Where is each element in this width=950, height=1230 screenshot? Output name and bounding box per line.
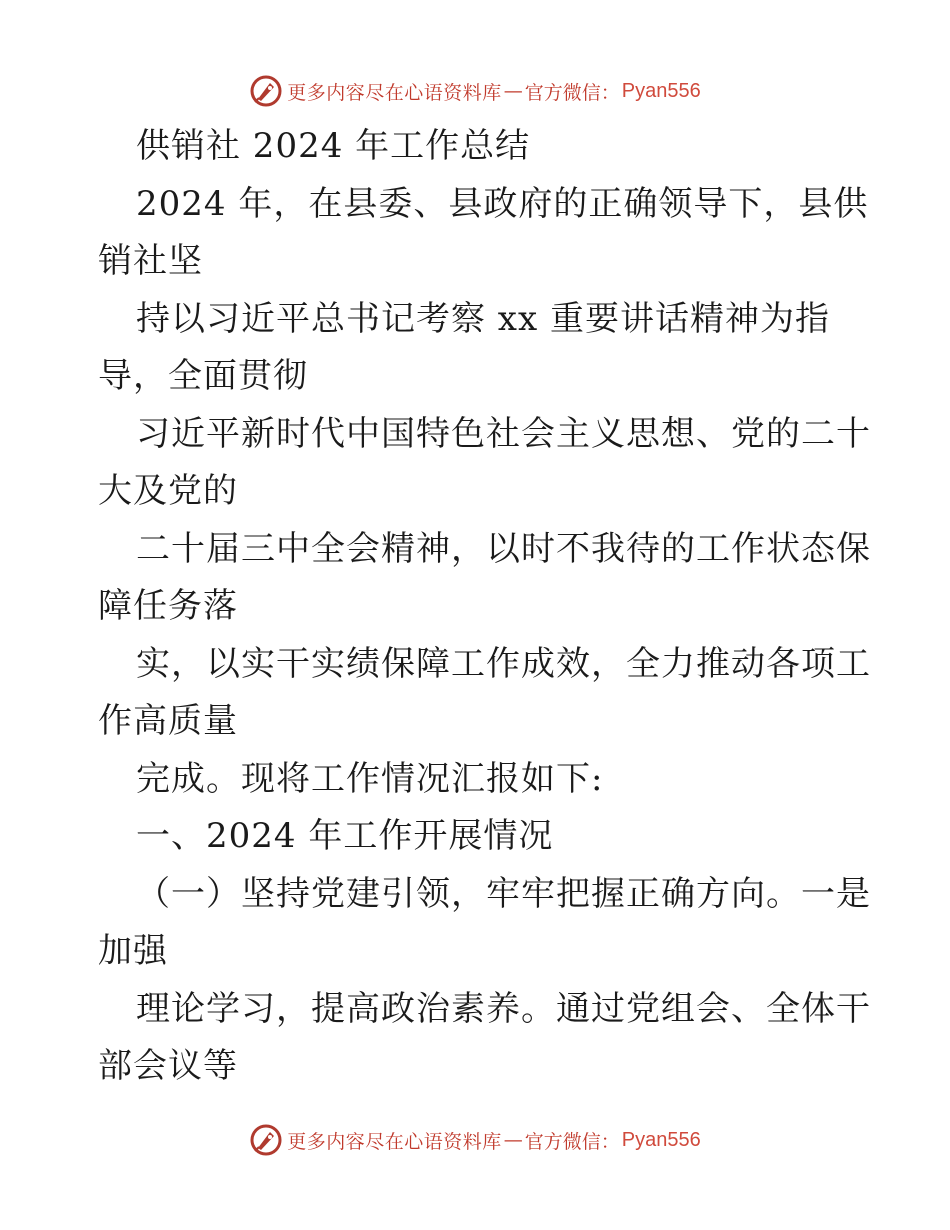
document-line: 实，以实干实绩保障工作成效，全力推动各项工	[136, 643, 871, 684]
watermark-banner-top	[0, 71, 950, 111]
document-line: 理论学习，提高政治素养。通过党组会、全体干	[136, 988, 871, 1029]
watermark-official-text: 官方微信：	[524, 1130, 620, 1153]
document-line: 习近平新时代中国特色社会主义思想、党的二十	[136, 413, 871, 454]
watermark-separator: —	[503, 80, 523, 102]
pen-nib-logo-icon	[249, 74, 283, 108]
document-line: 一、2024 年工作开展情况	[136, 816, 554, 856]
document-line: 二十届三中全会精神，以时不我待的工作状态保	[136, 528, 871, 569]
document-line: 障任务落	[98, 586, 238, 626]
document-line: 2024 年，在县委、县政府的正确领导下，县供	[136, 183, 869, 224]
watermark-banner-bottom	[0, 1120, 950, 1160]
watermark-official-text: 官方微信：	[524, 81, 620, 104]
document-line: （一）坚持党建引领，牢牢把握正确方向。一是	[136, 873, 871, 914]
document-line: 导，全面贯彻	[98, 356, 308, 396]
watermark-wechat-id: Pyan556	[621, 79, 701, 102]
document-line: 持以习近平总书记考察 xx 重要讲话精神为指	[136, 298, 830, 339]
watermark-main-text: 更多内容尽在心语资料库	[287, 1130, 502, 1153]
document-line: 大及党的	[98, 471, 238, 511]
document-line: 供销社 2024 年工作总结	[136, 126, 531, 166]
watermark-separator: —	[503, 1129, 523, 1151]
watermark-main-text: 更多内容尽在心语资料库	[287, 81, 502, 104]
pen-nib-logo-icon	[249, 1123, 283, 1157]
document-line: 完成。现将工作情况汇报如下:	[136, 758, 604, 799]
document-line: 销社坚	[98, 241, 203, 281]
watermark-wechat-id: Pyan556	[621, 1128, 701, 1151]
document-line: 加强	[98, 931, 168, 971]
document-line: 作高质量	[98, 701, 238, 741]
document-body	[98, 118, 871, 1096]
document-line: 部会议等	[98, 1046, 238, 1086]
